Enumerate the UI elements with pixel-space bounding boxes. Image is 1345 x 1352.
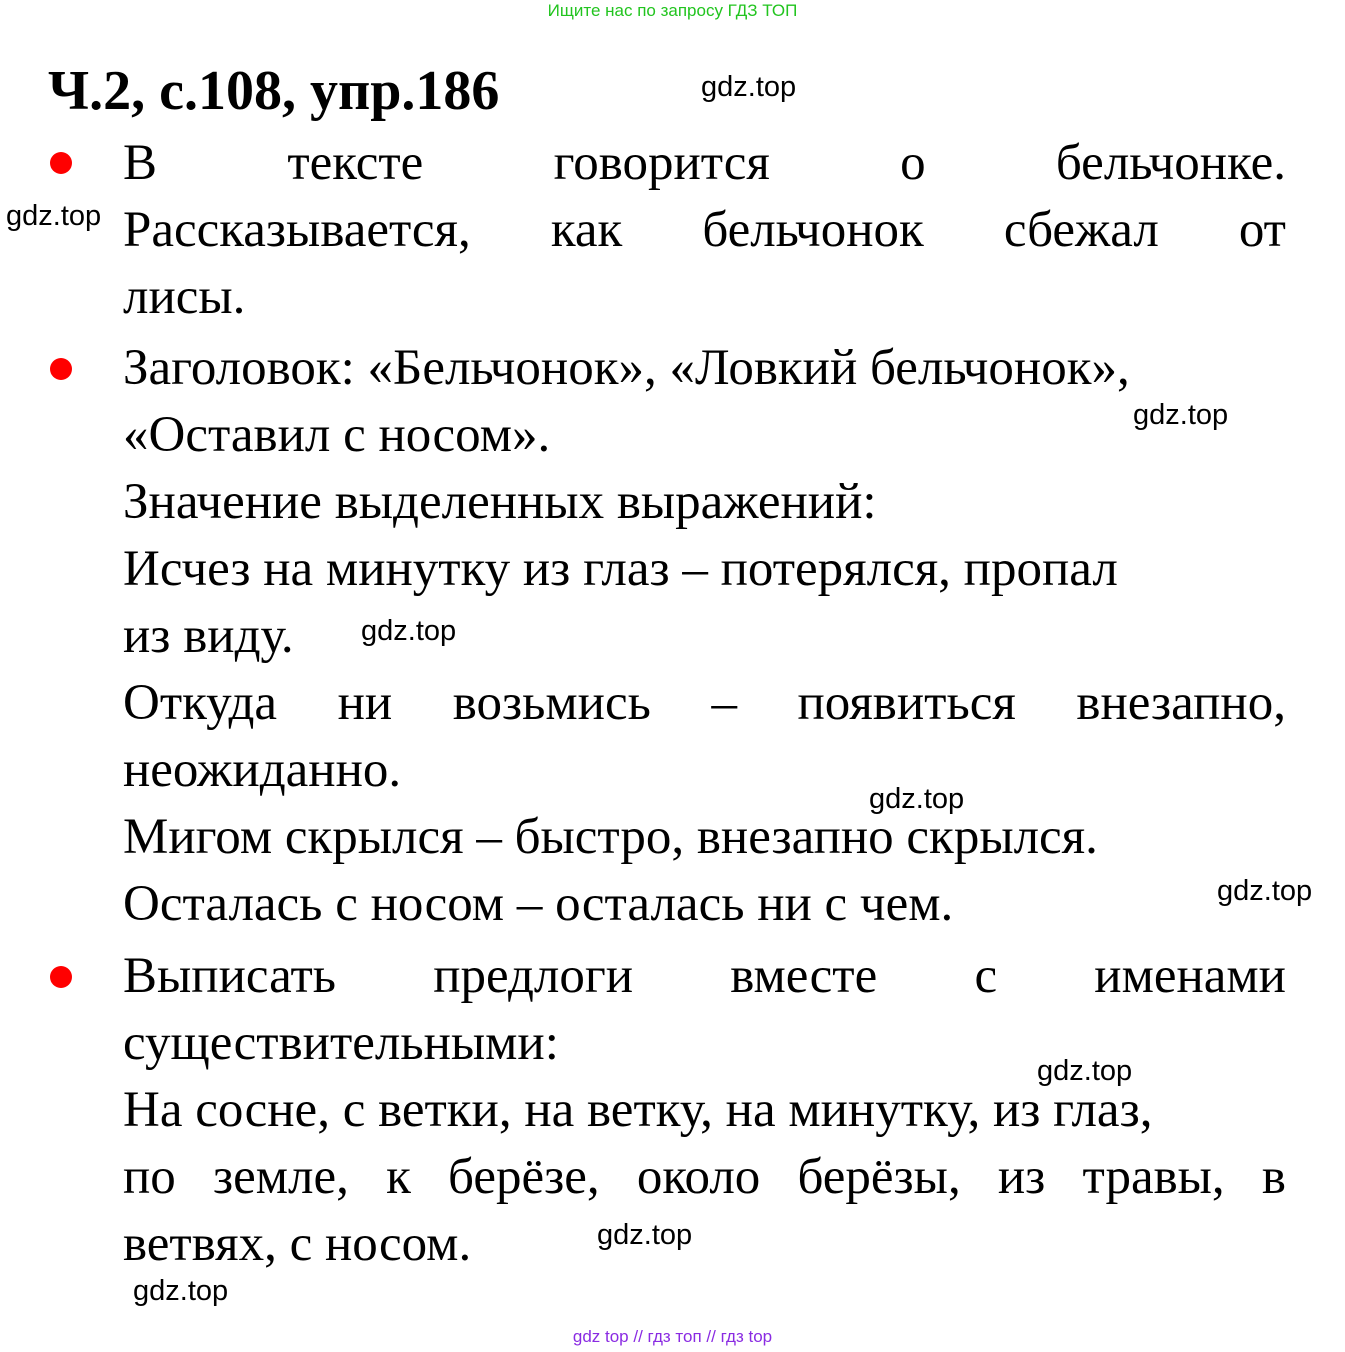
s1-line-1 — [123, 130, 1286, 197]
word: Выписать — [123, 948, 336, 1004]
word: с — [974, 948, 998, 1004]
word: травы, — [1082, 1149, 1225, 1205]
footer — [0, 1326, 1345, 1348]
s2-line-5: из виду. — [123, 608, 294, 664]
s3-line-2: существительными: — [123, 1015, 559, 1071]
watermark: gdz.top — [1133, 399, 1229, 431]
s3-line-5: ветвях, с носом. — [123, 1216, 472, 1272]
word: говорится — [553, 135, 770, 191]
footer-item: гдз top — [720, 1327, 773, 1346]
watermark: gdz.top — [361, 615, 457, 647]
bullet-marker — [50, 966, 72, 988]
word: бельчонке. — [1055, 135, 1286, 191]
watermark: gdz.top — [701, 71, 797, 103]
word: вместе — [730, 948, 878, 1004]
bullet-marker — [50, 358, 72, 380]
top-banner: Ищите нас по запросу ГДЗ ТОП — [547, 1, 798, 20]
word: тексте — [287, 135, 424, 191]
section-2 — [123, 335, 1286, 938]
watermark: gdz.top — [597, 1219, 693, 1251]
word: бельчонок — [702, 202, 924, 258]
word: берёзе, — [448, 1149, 600, 1205]
s2-line-8: Мигом скрылся – быстро, внезапно скрылся. — [123, 809, 1098, 865]
s3-line-3: На сосне, с ветки, на ветку, на минутку, из глаз, — [123, 1082, 1153, 1138]
section-1 — [123, 130, 1286, 331]
footer-separator: // — [706, 1327, 716, 1346]
word: сбежал — [1003, 202, 1159, 258]
footer-separator: // — [633, 1327, 643, 1346]
s3-line-4 — [123, 1144, 1286, 1211]
footer-item: gdz top — [572, 1327, 629, 1346]
word: появиться — [797, 675, 1016, 731]
word: земле, — [212, 1149, 349, 1205]
watermark: gdz.top — [1037, 1055, 1133, 1087]
watermark: gdz.top — [869, 783, 965, 815]
s2-line-6 — [123, 670, 1286, 737]
word: берёзы, — [797, 1149, 961, 1205]
s1-line-2 — [123, 197, 1286, 264]
s2-line-3: Значение выделенных выражений: — [123, 474, 877, 530]
word: около — [636, 1149, 761, 1205]
word: от — [1238, 202, 1286, 258]
section-3 — [123, 943, 1286, 1278]
word: именами — [1094, 948, 1286, 1004]
watermark: gdz.top — [1217, 875, 1313, 907]
watermark: gdz.top — [133, 1275, 229, 1307]
bullet-marker — [50, 152, 72, 174]
s2-line-4: Исчез на минутку из глаз – потерялся, пропал — [123, 541, 1118, 597]
word: по — [123, 1149, 176, 1205]
word: к — [386, 1149, 411, 1205]
s1-line-3: лисы. — [123, 269, 246, 325]
word: Рассказывается, — [123, 202, 471, 258]
s2-line-1: Заголовок: «Бельчонок», «Ловкий бельчонок», — [123, 340, 1130, 396]
footer-item: гдз топ — [647, 1327, 702, 1346]
word: в — [1261, 1149, 1286, 1205]
page-title: Ч.2, с.108, упр.186 — [48, 60, 500, 122]
word: ни — [337, 675, 393, 731]
word: предлоги — [433, 948, 634, 1004]
word: возьмись — [452, 675, 651, 731]
word: Откуда — [123, 675, 278, 731]
word: внезапно, — [1076, 675, 1286, 731]
s3-line-1 — [123, 943, 1286, 1010]
word: как — [550, 202, 623, 258]
s2-line-7: неожиданно. — [123, 742, 402, 798]
word: В — [123, 135, 158, 191]
watermark: gdz.top — [6, 200, 102, 232]
word: из — [997, 1149, 1046, 1205]
word: о — [900, 135, 926, 191]
s2-line-2: «Оставил с носом». — [123, 407, 551, 463]
s2-line-9: Осталась с носом – осталась ни с чем. — [123, 876, 954, 932]
word: – — [711, 675, 737, 731]
